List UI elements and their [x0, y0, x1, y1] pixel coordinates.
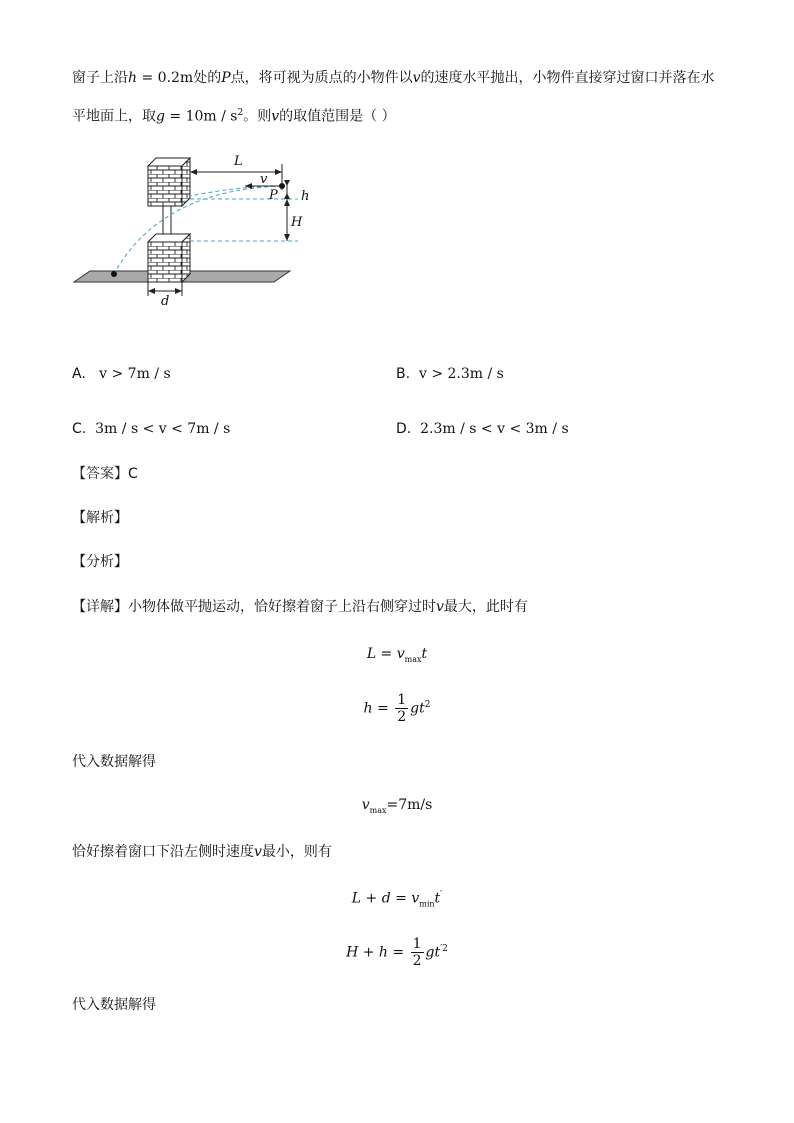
exponent: 2 — [237, 108, 244, 118]
value-h: = 0.2m — [137, 70, 194, 86]
label-H: H — [291, 215, 303, 230]
equation-1: $L = v_{max}t$ — [366, 646, 428, 664]
option-C[interactable]: C. 3m / s < v < 7m / s — [72, 421, 231, 437]
option-D[interactable]: D. 2.3m / s < v < 3m / s — [396, 421, 569, 437]
substitute-line-1: 代入数据解得 — [72, 754, 156, 770]
question-text: 点，将可视为质点的小物件以 — [230, 70, 413, 86]
upper-wall — [148, 158, 190, 206]
result-vmax: $v_{max}=7m/s$ — [361, 797, 433, 815]
question-text: 处的 — [193, 70, 222, 86]
answer-value: C — [128, 466, 138, 482]
question-text: 平地面上，取 — [72, 108, 156, 125]
question-text: 。则 — [243, 108, 272, 125]
equation-3: $L + d = v_{min}t'$ — [351, 890, 443, 909]
equation-4: H + h = $\frac{1}{2}$ $gt^{'2}$ — [346, 936, 448, 969]
detail-line: 【详解】小物体做平抛运动，恰好擦着窗子上沿右侧穿过时v最大，此时有 — [72, 599, 528, 615]
var-P: P — [221, 70, 231, 86]
var-h: h — [128, 70, 138, 86]
physics-diagram — [70, 150, 310, 310]
option-B[interactable]: B. v > 2.3m / s — [396, 366, 504, 382]
option-A[interactable]: A. v > 7m / s — [72, 366, 171, 382]
label-h: h — [301, 189, 310, 204]
label-v: v — [260, 172, 268, 187]
substitute-line-2: 代入数据解得 — [72, 997, 156, 1013]
question-text: 窗子上沿 — [72, 70, 128, 86]
equation-2: h = $\frac{1}{2}$ $gt^2$ — [363, 692, 431, 725]
var-g: g — [156, 108, 165, 125]
detail-tag: 【详解】 — [72, 599, 128, 615]
lower-wall — [148, 234, 190, 282]
min-condition-line: 恰好擦着窗口下沿左侧时速度v最小，则有 — [72, 844, 332, 860]
answer-tag: 【答案】 — [72, 466, 128, 482]
label-L: L — [234, 154, 243, 169]
question-line-2 — [72, 104, 396, 126]
answer-line — [72, 465, 138, 483]
analysis-tag: 【解析】 — [72, 510, 128, 526]
label-d: d — [161, 294, 170, 309]
value-g: = 10m / s — [164, 108, 238, 125]
fenxi-tag: 【分析】 — [72, 554, 128, 570]
question-line-1 — [72, 69, 715, 87]
label-P: P — [269, 188, 278, 203]
question-text: 的速度水平抛出，小物件直接穿过窗口并落在水 — [420, 70, 715, 86]
question-text: 的取值范围是（ ） — [279, 108, 396, 125]
landing-point — [111, 271, 117, 277]
var-v: v — [412, 70, 421, 86]
var-v: v — [271, 108, 280, 125]
